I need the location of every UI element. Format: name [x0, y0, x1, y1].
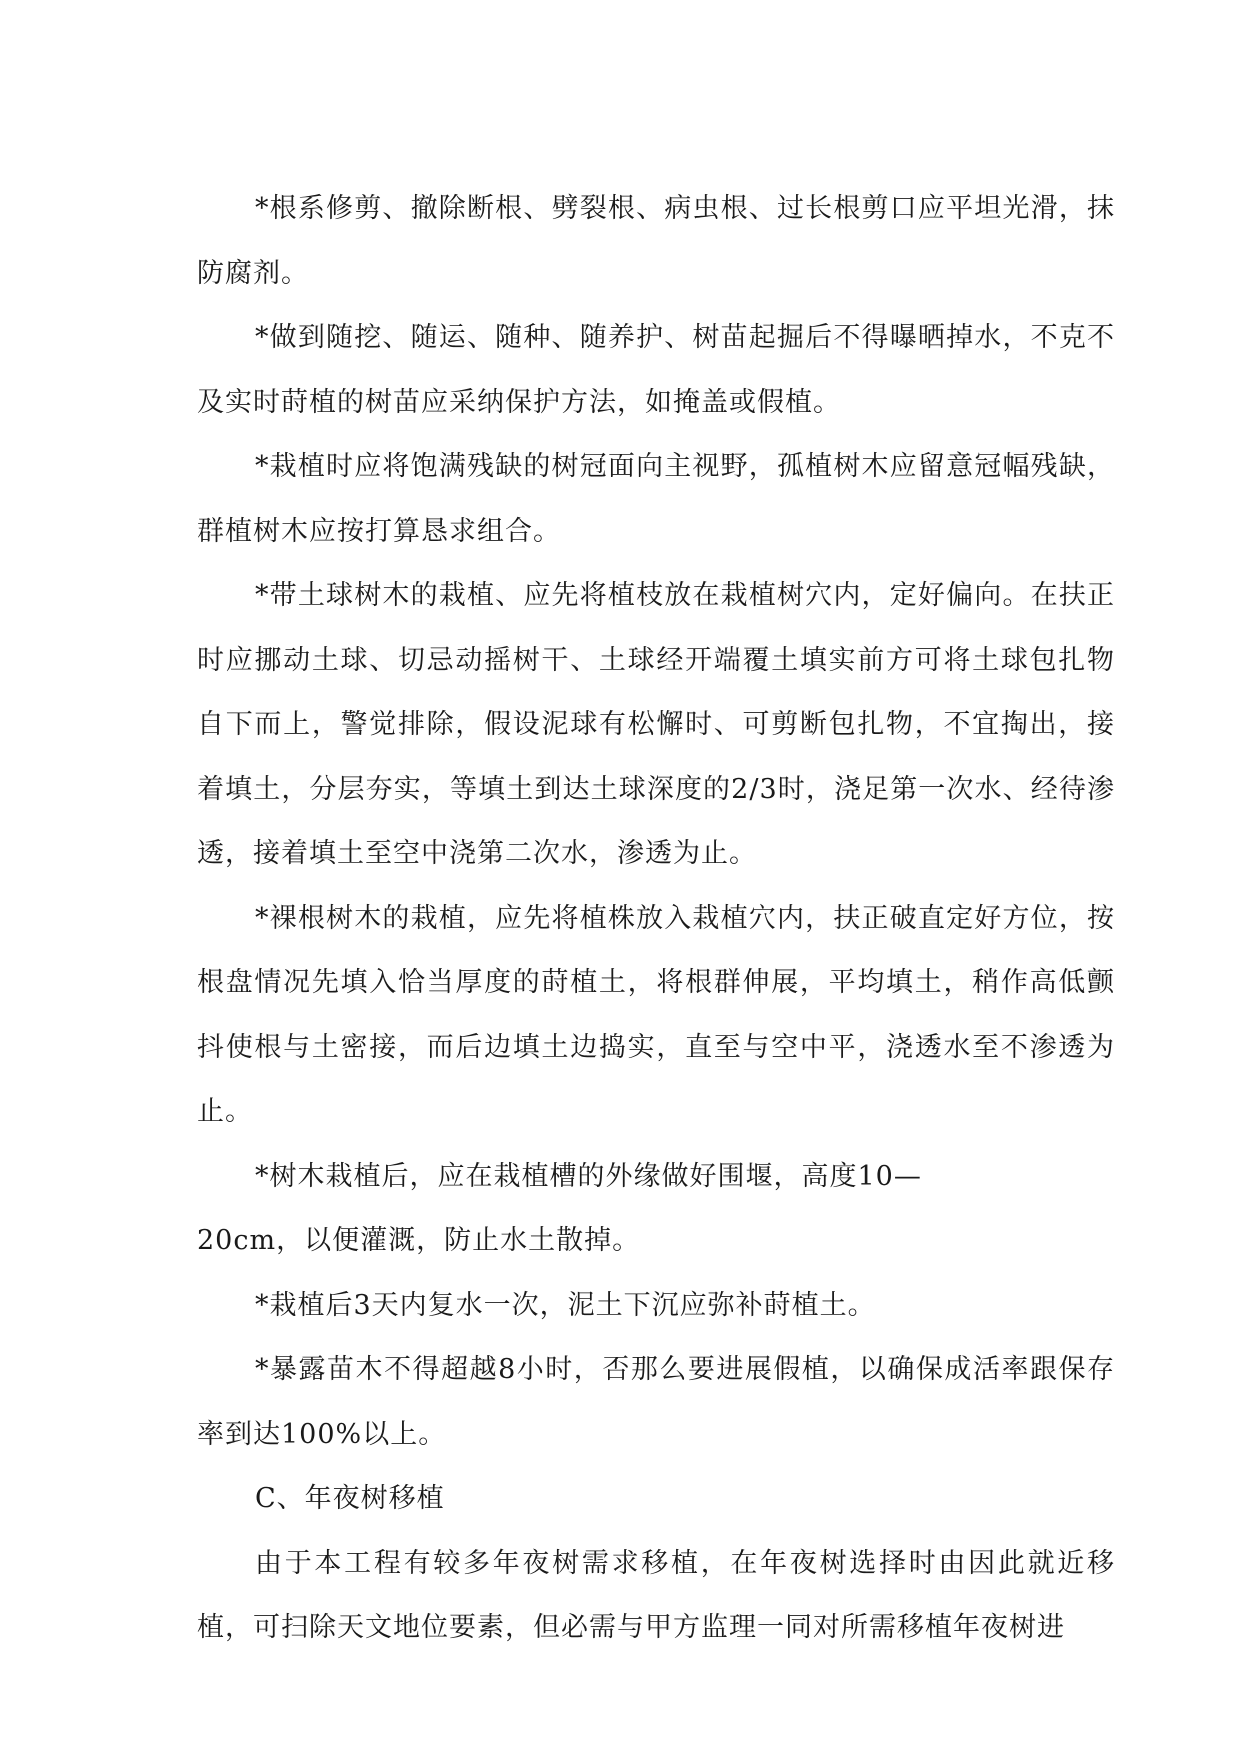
document-body — [197, 177, 1115, 1661]
paragraph-watering-weir: *树木栽植后，应在栽植槽的外缘做好围堰，高度10— — [255, 1160, 922, 1192]
paragraph-crown-orientation: *栽植时应将饱满残缺的树冠面向主视野，孤植树木应留意冠幅残缺，群植树木应按打算恳求组合。 — [197, 451, 1115, 547]
paragraph-dig-and-plant: *做到随挖、随运、随种、随养护、树苗起掘后不得曝晒掉水，不克不及实时莳植的树苗应采纳保护方法，如掩盖或假植。 — [197, 322, 1115, 418]
paragraph-root-pruning: *根系修剪、撤除断根、劈裂根、病虫根、过长根剪口应平坦光滑，抹防腐剂。 — [197, 193, 1115, 289]
paragraph-watering-weir-continued: 20cm，以便灌溉，防止水土散掉。 — [197, 1225, 641, 1256]
paragraph-bare-root-planting: *裸根树木的栽植，应先将植株放入栽植穴内，扶正破直定好方位，按根盘情况先填入恰当厚度的莳植土，将根群伸展，平均填土，稍作高低颤抖使根与土密接，而后边填土边捣实，直至与空中平，浇透水至不渗透为止。 — [197, 902, 1115, 1127]
paragraph-exposure-limit: *暴露苗木不得超越8小时，否那么要进展假植，以确保成活率跟保存率到达100%以上。 — [197, 1354, 1115, 1450]
paragraph-large-tree-transplant: 由于本工程有较多年夜树需求移植，在年夜树选择时由因此就近移植，可扫除天文地位要素，但必需与甲方监理一同对所需移植年夜树进 — [197, 1547, 1115, 1643]
section-heading-large-tree-transplant: C、年夜树移植 — [255, 1483, 445, 1514]
paragraph-rewater: *栽植后3天内复水一次，泥土下沉应弥补莳植土。 — [255, 1289, 876, 1321]
paragraph-soil-ball-planting: *带土球树木的栽植、应先将植枝放在栽植树穴内，定好偏向。在扶正时应挪动土球、切忌动摇树干、土球经开端覆土填实前方可将土球包扎物自下而上，警觉排除，假设泥球有松懈时、可剪断包扎物，不宜掏出，接着填土，分层夯实，等填土到达土球深度的2/3时，浇足第一次水、经待渗透，接着填土至空中浇第二次水，渗透为止。 — [197, 580, 1115, 869]
